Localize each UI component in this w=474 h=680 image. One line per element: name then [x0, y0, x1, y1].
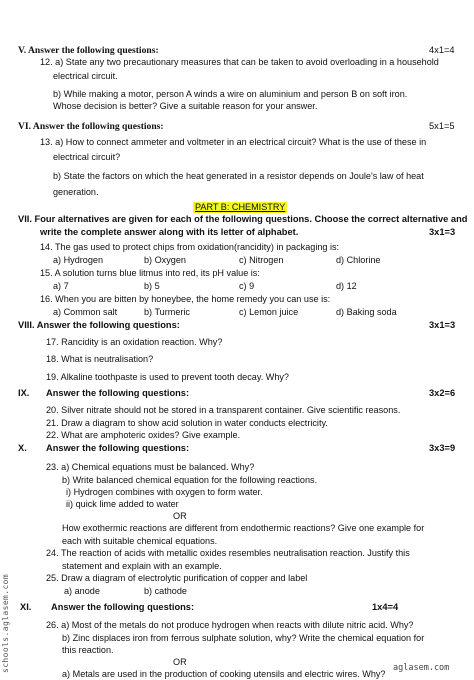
- section-v-heading: V. Answer the following questions:: [18, 45, 159, 56]
- question-16-option-c: c) Lemon juice: [239, 307, 299, 317]
- question-19: 19. Alkaline toothpaste is used to prevent tooth decay. Why?: [46, 372, 289, 382]
- question-24-line1: 24. The reaction of acids with metallic oxides resembles neutralisation reaction. Justify this: [46, 548, 410, 558]
- question-15-option-a: a) 7: [53, 281, 69, 291]
- question-16-option-b: b) Turmeric: [144, 307, 190, 317]
- section-x-marks: 3x3=9: [429, 443, 456, 453]
- question-13a-line2: electrical circuit?: [53, 152, 121, 162]
- question-16-option-a: a) Common salt: [53, 307, 118, 317]
- question-16-option-d: d) Baking soda: [336, 307, 397, 317]
- question-17: 17. Rancidity is an oxidation reaction. Why?: [46, 337, 223, 347]
- part-b-title: PART B: CHEMISTRY: [195, 202, 286, 212]
- section-viii-heading: VIII. Answer the following questions:: [18, 320, 180, 330]
- question-23b: b) Write balanced chemical equation for the following reactions.: [62, 475, 318, 485]
- section-x-heading: Answer the following questions:: [46, 443, 190, 453]
- section-x-number: X.: [18, 443, 27, 453]
- question-21: 21. Draw a diagram to show acid solution in water conducts electricity.: [46, 418, 328, 428]
- side-watermark: schools.aglasem.com: [1, 573, 10, 673]
- question-26a: 26. a) Most of the metals do not produce hydrogen when reacts with dilute nitric acid. Why?: [46, 620, 414, 630]
- question-23a: 23. a) Chemical equations must be balanced. Why?: [46, 462, 255, 472]
- question-14: 14. The gas used to protect chips from oxidation(rancidity) in packaging is:: [40, 242, 340, 252]
- question-15-option-d: d) 12: [336, 281, 357, 291]
- section-ix-marks: 3x2=6: [429, 388, 456, 398]
- question-24-line2: statement and explain with an example.: [62, 561, 222, 571]
- question-15-option-c: c) 9: [239, 281, 255, 291]
- question-12a-line1: 12. a) State any two precautionary measures that can be taken to avoid overloading in a household: [40, 57, 439, 67]
- footer-watermark: aglasem.com: [393, 663, 450, 673]
- question-14-option-d: d) Chlorine: [336, 255, 381, 265]
- section-vii-marks: 3x1=3: [429, 227, 456, 237]
- section-viii-marks: 3x1=3: [429, 320, 456, 330]
- question-26b-line2: this reaction.: [62, 645, 114, 655]
- question-26-or: a) Metals are used in the production of cooking utensils and electric wires. Why?: [62, 669, 386, 679]
- question-23b-ii: ii) quick lime added to water: [66, 499, 179, 509]
- question-16: 16. When you are bitten by honeybee, the home remedy you can use is:: [40, 294, 331, 304]
- or-separator-1: OR: [173, 511, 187, 521]
- question-14-option-b: b) Oxygen: [144, 255, 186, 265]
- question-13b-line2: generation.: [53, 187, 99, 197]
- section-vii-heading-line2: write the complete answer along with its letter of alphabet.: [40, 227, 299, 237]
- question-13b-line1: b) State the factors on which the heat generated in a resistor depends on Joule's law of heat: [53, 171, 424, 181]
- question-23b-i: i) Hydrogen combines with oxygen to form water.: [66, 487, 263, 497]
- question-15-option-b: b) 5: [144, 281, 160, 291]
- question-20: 20. Silver nitrate should not be stored in a transparent container. Give scientific reasons.: [46, 405, 401, 415]
- section-ix-number: IX.: [18, 388, 30, 398]
- section-vi-heading: VI. Answer the following questions:: [18, 121, 164, 132]
- question-13a-line1: 13. a) How to connect ammeter and voltmeter in an electrical circuit? What is the use of these in: [40, 137, 427, 147]
- question-12b-line1: b) While making a motor, person A winds a wire on aluminium and person B on soft iron.: [53, 89, 408, 99]
- question-25: 25. Draw a diagram of electrolytic purification of copper and label: [46, 573, 308, 583]
- section-ix-heading: Answer the following questions:: [46, 388, 190, 398]
- question-15: 15. A solution turns blue litmus into red, its pH value is:: [40, 268, 260, 278]
- question-14-option-c: c) Nitrogen: [239, 255, 284, 265]
- question-18: 18. What is neutralisation?: [46, 354, 154, 364]
- section-xi-number: XI.: [20, 602, 32, 612]
- question-23-or-line1: How exothermic reactions are different from endothermic reactions? Give one example for: [62, 523, 425, 533]
- section-vii-heading-line1: VII. Four alternatives are given for each of the following questions. Choose the correct alternative and: [18, 214, 468, 224]
- section-vi-marks: 5x1=5: [429, 121, 455, 131]
- section-xi-marks: 1x4=4: [372, 602, 399, 612]
- or-separator-2: OR: [173, 657, 187, 667]
- question-23-or-line2: each with suitable chemical equations.: [62, 536, 218, 546]
- question-26b-line1: b) Zinc displaces iron from ferrous sulphate solution, why? Write the chemical equation for: [62, 633, 425, 643]
- question-12a-line2: electrical circuit.: [53, 71, 118, 81]
- question-22: 22. What are amphoteric oxides? Give example.: [46, 430, 241, 440]
- question-12b-line2: Whose decision is better? Give a suitable reason for your answer.: [53, 101, 318, 111]
- question-14-option-a: a) Hydrogen: [53, 255, 104, 265]
- section-v-marks: 4x1=4: [429, 45, 455, 55]
- question-25a: a) anode: [64, 586, 100, 596]
- section-xi-heading: Answer the following questions:: [51, 602, 195, 612]
- question-25b: b) cathode: [144, 586, 187, 596]
